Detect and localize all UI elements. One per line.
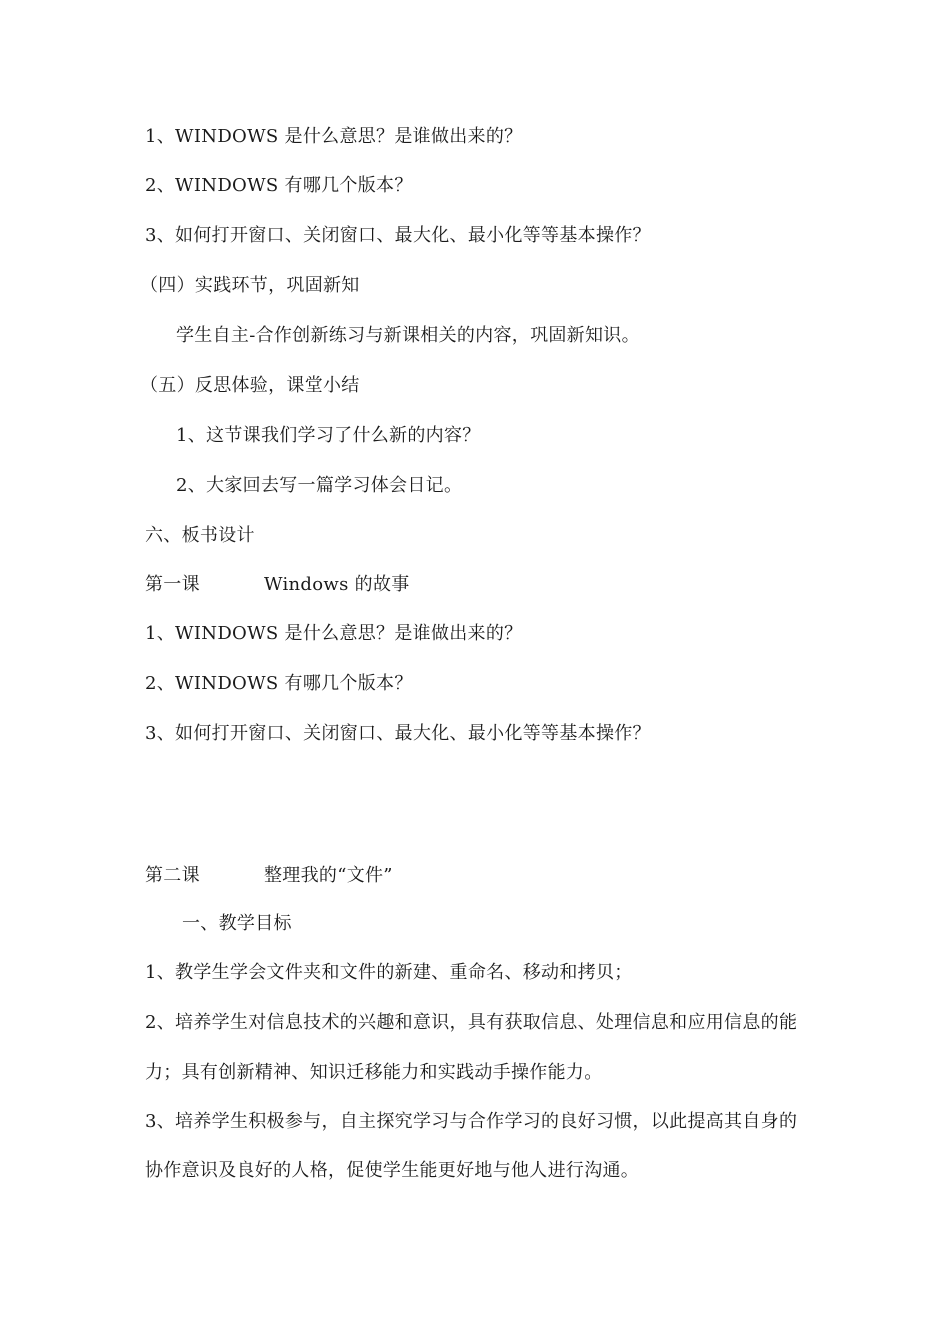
question-3: 3、如何打开窗口、关闭窗口、最大化、最小化等等基本操作？ <box>145 225 651 246</box>
lesson2-goal-2: 2、培养学生对信息技术的兴趣和意识，具有获取信息、处理信息和应用信息的能 <box>145 1012 798 1033</box>
lesson2-title: 整理我的“文件” <box>264 865 393 886</box>
lesson2-goal-1: 1、教学生学会文件夹和文件的新建、重命名、移动和拷贝； <box>145 962 633 983</box>
board-lesson-label: 第一课 <box>145 574 200 595</box>
section-heading-board: 六、板书设计 <box>145 525 255 546</box>
question-1: 1、WINDOWS 是什么意思？是谁做出来的？ <box>145 126 523 147</box>
lesson2-label: 第二课 <box>145 865 200 886</box>
board-item-1: 1、WINDOWS 是什么意思？是谁做出来的？ <box>145 623 523 644</box>
lesson2-goal-3: 3、培养学生积极参与，自主探究学习与合作学习的良好习惯，以此提高其自身的 <box>145 1111 798 1132</box>
reflection-item-1: 1、这节课我们学习了什么新的内容？ <box>176 425 481 446</box>
lesson2-goal-3-continued: 协作意识及良好的人格，促使学生能更好地与他人进行沟通。 <box>145 1160 640 1181</box>
practice-text: 学生自主-合作创新练习与新课相关的内容，巩固新知识。 <box>176 325 640 346</box>
board-item-2: 2、WINDOWS 有哪几个版本？ <box>145 673 413 694</box>
section-heading-practice: （四）实践环节，巩固新知 <box>140 275 360 296</box>
reflection-item-2: 2、大家回去写一篇学习体会日记。 <box>176 475 463 496</box>
section-heading-reflection: （五）反思体验，课堂小结 <box>140 375 360 396</box>
lesson2-goal-2-continued: 力；具有创新精神、知识迁移能力和实践动手操作能力。 <box>145 1062 603 1083</box>
lesson2-section-heading: 一、教学目标 <box>182 913 292 934</box>
board-item-3: 3、如何打开窗口、关闭窗口、最大化、最小化等等基本操作？ <box>145 723 651 744</box>
board-lesson-title: Windows 的故事 <box>264 574 410 595</box>
question-2: 2、WINDOWS 有哪几个版本？ <box>145 175 413 196</box>
